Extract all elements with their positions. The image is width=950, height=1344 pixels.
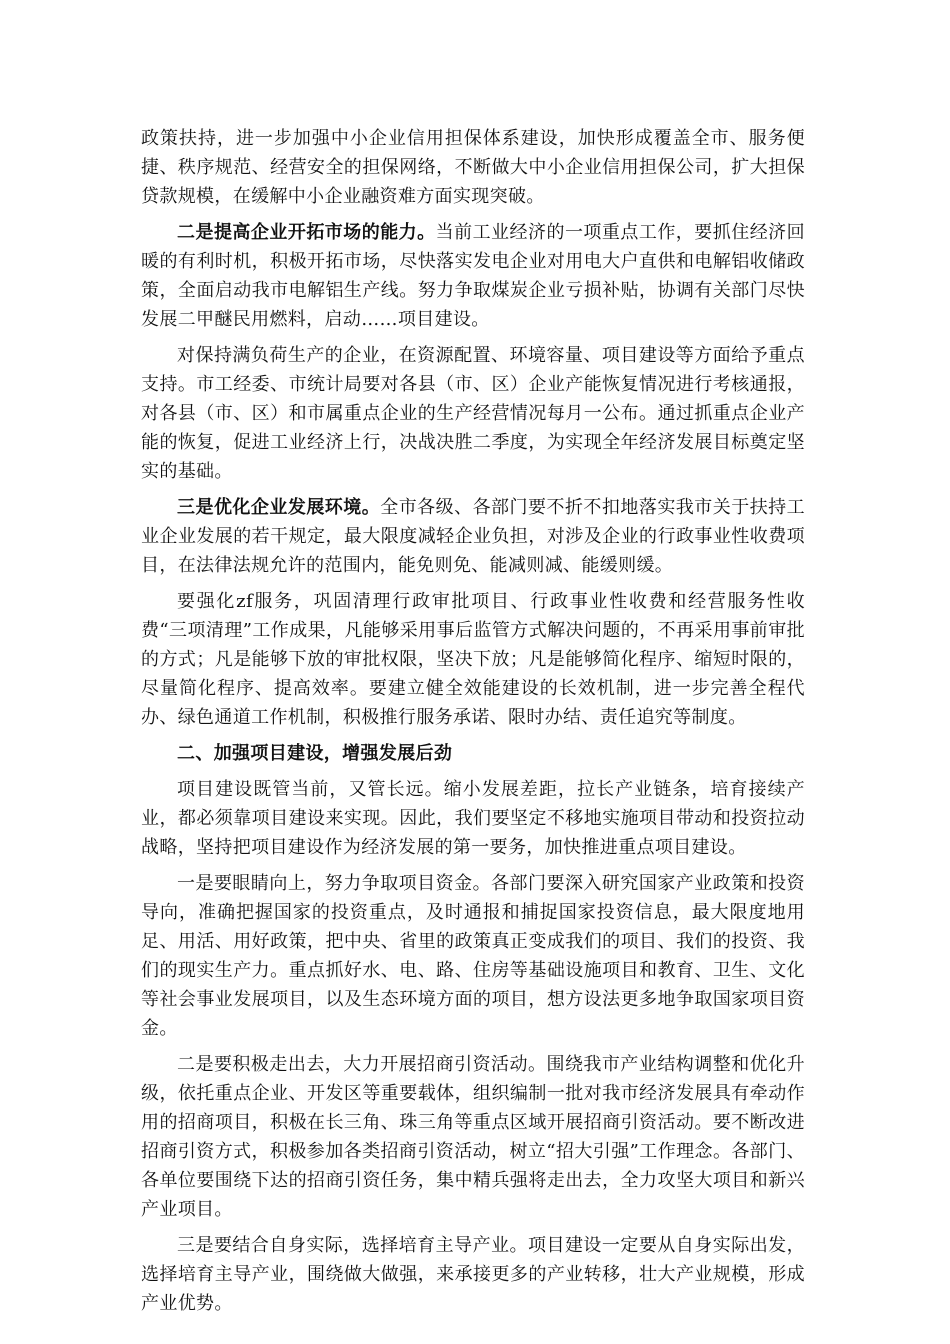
paragraph xyxy=(141,341,805,486)
paragraph-text: 要强化zf服务，巩固清理行政审批项目、行政事业性收费和经营服务性收费“三项清理”工作成果，凡能够采用事后监管方式解决问题的，不再采用事前审批的方式；凡是能够下放的审批权限，坚决下放；凡是能够简化程序、缩短时限的，尽量简化程序、提高效率。要建立健全效能建设的长效机制，进一步完善全程代办、绿色通道工作机制，积极推行服务承诺、限时办结、责任追究等制度。 xyxy=(141,591,805,728)
paragraph-lead: 三是优化企业发展环境。 xyxy=(177,497,381,518)
paragraph xyxy=(141,493,805,580)
paragraph: 二是要积极走出去，大力开展招商引资活动。围绕我市产业结构调整和优化升级，依托重点企业、开发区等重要载体，组织编制一批对我市经济发展具有牵动作用的招商项目，积极在长三角、珠三角等重点区域开展招商引资活动。要不断改进招商引资方式，积极参加各类招商引资活动，树立“招大引强”工作理念。各部门、各单位要围绕下达的招商引资任务，集中精兵强将走出去，全力攻坚大项目和新兴产业项目。 xyxy=(141,1054,805,1220)
section-heading: 二、加强项目建设，增强发展后劲 xyxy=(177,743,453,764)
document-page xyxy=(141,124,805,1325)
paragraph: 一是要眼睛向上，努力争取项目资金。各部门要深入研究国家产业政策和投资导向，准确把握国家的投资重点，及时通报和捕捉国家投资信息，最大限度地用足、用活、用好政策，把中央、省里的政策真正变成我们的项目、我们的投资、我们的现实生产力。重点抓好水、电、路、住房等基础设施项目和教育、卫生、文化等社会事业发展项目，以及生态环境方面的项目，想方设法更多地争取国家项目资金。 xyxy=(141,873,805,1039)
paragraph-lead: 二是提高企业开拓市场的能力。 xyxy=(177,222,436,243)
paragraph: 三是要结合自身实际，选择培育主导产业。项目建设一定要从自身实际出发，选择培育主导产业，围绕做大做强，来承接更多的产业转移，壮大产业规模，形成产业优势。 xyxy=(141,1235,805,1314)
paragraph: 项目建设既管当前，又管长远。缩小发展差距，拉长产业链条，培育接续产业，都必须靠项目建设来实现。因此，我们要坚定不移地实施项目带动和投资拉动战略，坚持把项目建设作为经济发展的第一要务，加快推进重点项目建设。 xyxy=(141,779,805,858)
paragraph-text: 全市各级、各部门要不折不扣地落实我市关于扶持工业企业发展的若干规定，最大限度减轻企业负担，对涉及企业的行政事业性收费项目，在法律法规允许的范围内，能免则免、能减则减、能缓则缓。 xyxy=(141,497,805,576)
paragraph-text: 当前工业经济的一项重点工作，要抓住经济回暖的有利时机，积极开拓市场，尽快落实发电企业对用电大户直供和电解铝收储政策，全面启动我市电解铝生产线。努力争取煤炭企业亏损补贴，协调有关部门尽快发展二甲醚民用燃料，启动……项目建设。 xyxy=(141,222,805,330)
paragraph-text: 对保持满负荷生产的企业，在资源配置、环境容量、项目建设等方面给予重点支持。市工经委、市统计局要对各县（市、区）企业产能恢复情况进行考核通报，对各县（市、区）和市属重点企业的生产经营情况每月一公布。通过抓重点企业产能的恢复，促进工业经济上行，决战决胜二季度，为实现全年经济发展目标奠定坚实的基础。 xyxy=(141,345,805,482)
paragraph-text: 政策扶持，进一步加强中小企业信用担保体系建设，加快形成覆盖全市、服务便捷、秩序规范、经营安全的担保网络，不断做大中小企业信用担保公司，扩大担保贷款规模，在缓解中小企业融资难方面实现突破。 xyxy=(141,128,805,207)
paragraph xyxy=(141,587,805,732)
paragraph xyxy=(141,124,805,211)
paragraph xyxy=(141,218,805,334)
